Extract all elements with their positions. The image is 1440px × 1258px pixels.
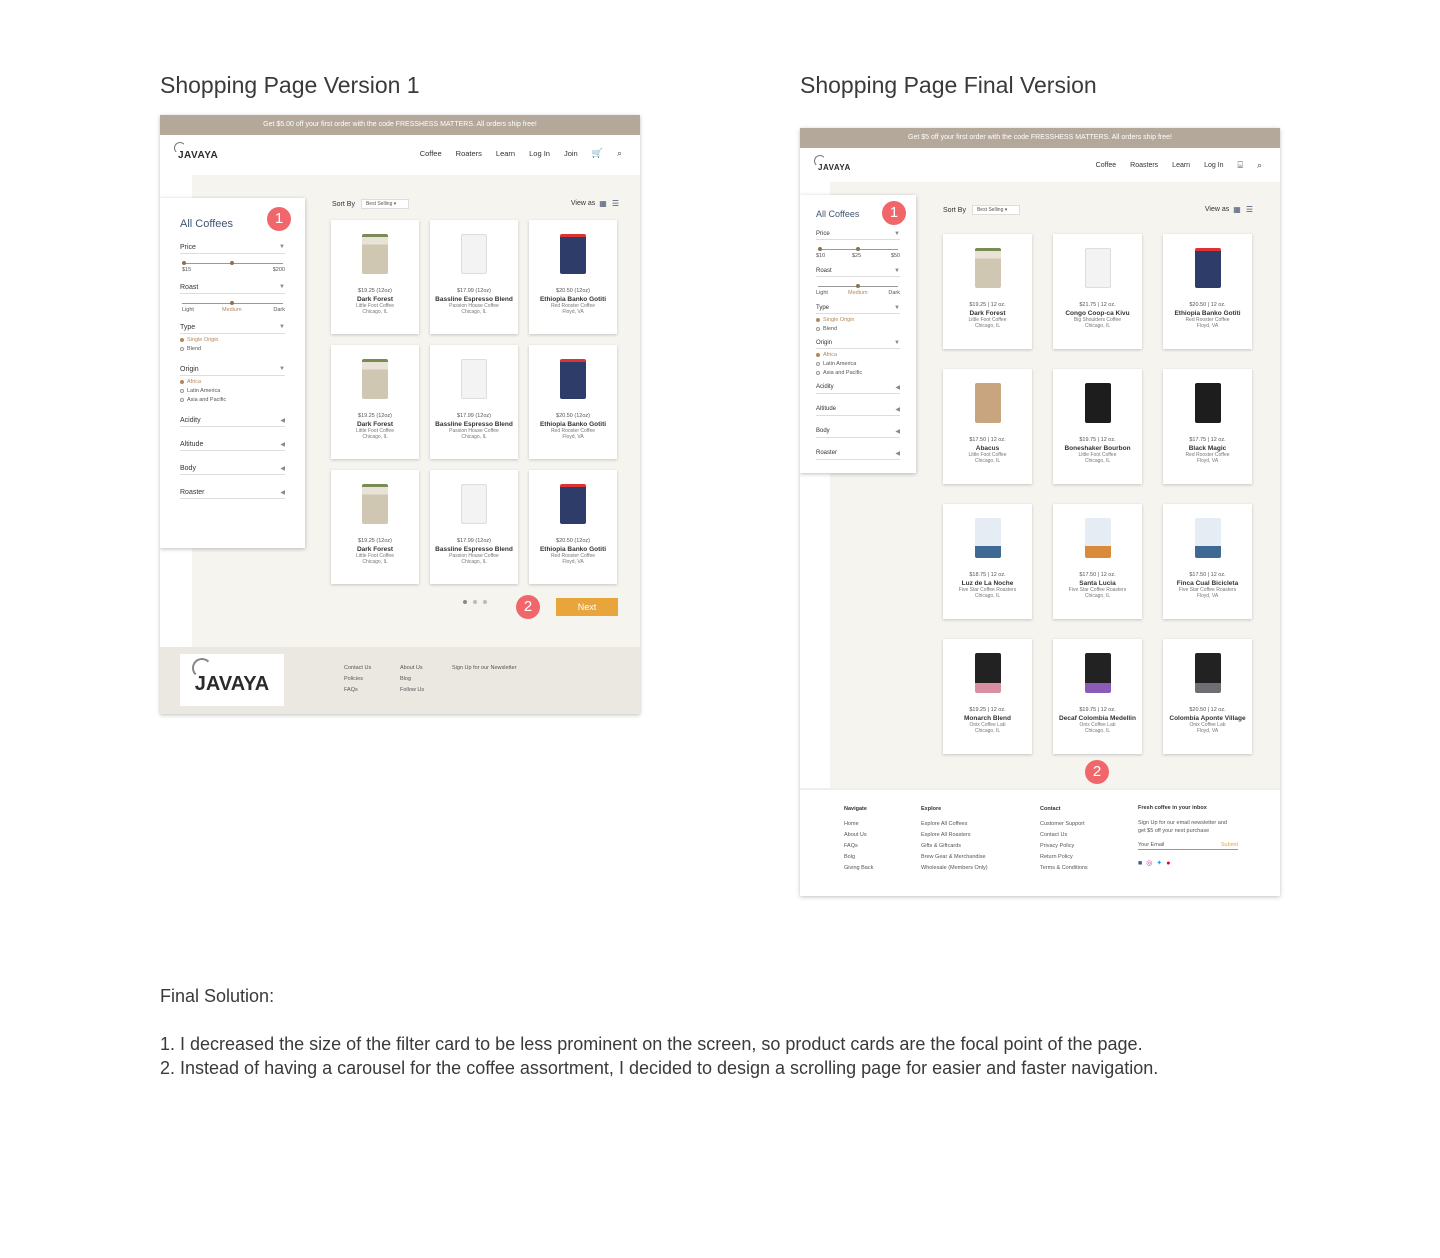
filter-body[interactable]: Body ◀ <box>816 428 900 438</box>
footer <box>800 788 1280 896</box>
footer-logo[interactable]: JAVAYA <box>180 654 284 706</box>
nav-coffee[interactable]: Coffee <box>1095 161 1117 169</box>
product-card[interactable] <box>1053 369 1142 484</box>
product-roaster: Onix Coffee Lab <box>1189 722 1226 728</box>
product-roaster: Little Foot Coffee <box>968 317 1007 323</box>
product-name[interactable]: Ethiopia Banko Gotiti <box>539 546 607 553</box>
product-price: $20.50 (12oz) <box>556 288 590 294</box>
product-name[interactable]: Santa Lucia <box>1079 580 1116 587</box>
footer-link[interactable]: Home <box>844 821 859 827</box>
roast-slider[interactable]: Light Medium Dark <box>180 300 285 314</box>
product-image[interactable] <box>975 653 1001 693</box>
nav-login[interactable]: Log In <box>529 148 550 158</box>
footer-link[interactable]: Giving Back <box>844 865 874 871</box>
nav-learn[interactable]: Learn <box>495 148 516 158</box>
product-card[interactable] <box>430 470 518 584</box>
product-city: Floyd, VA <box>562 559 584 565</box>
product-name[interactable]: Boneshaker Bourbon <box>1064 445 1131 452</box>
top-nav <box>160 135 640 171</box>
filter-price[interactable]: Price ▼ <box>180 244 285 254</box>
chevron-left-icon: ◀ <box>280 442 285 448</box>
product-city: Floyd, VA <box>1196 593 1219 599</box>
product-name[interactable]: Bassline Espresso Blend <box>435 546 513 553</box>
email-input[interactable]: Your Email Submit <box>1138 842 1238 848</box>
product-roaster: Red Rooster Coffee <box>1185 317 1230 323</box>
footer-link[interactable]: FAQs <box>844 843 858 849</box>
social-links <box>1138 860 1238 868</box>
carousel-dots[interactable] <box>463 600 487 604</box>
footer-link[interactable]: Privacy Policy <box>1040 843 1075 849</box>
product-price: $17.99 (12oz) <box>457 288 491 294</box>
origin-asia-pacific[interactable]: Asia and Pacific <box>816 370 900 376</box>
footer-link[interactable]: Follow Us <box>400 687 425 693</box>
chevron-down-icon: ▼ <box>279 244 285 250</box>
footer-link[interactable]: Brew Gear & Merchandise <box>921 854 986 860</box>
product-image[interactable] <box>1085 248 1111 288</box>
product-image[interactable] <box>975 518 1001 558</box>
origin-asia-pacific[interactable]: Asia and Pacific <box>180 397 285 403</box>
origin-latin-america[interactable]: Latin America <box>180 388 285 394</box>
next-button[interactable]: Next <box>556 598 618 616</box>
footer-explore: Explore Explore All Coffees Explore All Roasters Gifts & Giftcards Brew Gear & Merchandise Wholesale (Members Only) <box>921 804 988 874</box>
product-price: $17.50 | 12 oz. <box>1079 572 1116 578</box>
product-card[interactable] <box>529 220 617 334</box>
product-name[interactable]: Dark Forest <box>356 421 394 428</box>
origin-africa[interactable]: Africa <box>180 379 285 385</box>
chevron-left-icon: ◀ <box>895 451 900 457</box>
facebook-icon[interactable]: ■ <box>1138 860 1143 867</box>
product-image[interactable] <box>1085 383 1111 423</box>
product-card[interactable] <box>943 639 1032 754</box>
product-card[interactable] <box>430 345 518 459</box>
logo-swirl-icon <box>192 658 212 678</box>
product-image[interactable] <box>461 484 487 524</box>
type-blend[interactable]: Blend <box>816 326 900 332</box>
product-image[interactable] <box>362 234 388 274</box>
chevron-down-icon: ▼ <box>894 231 900 237</box>
product-card[interactable] <box>1163 504 1252 619</box>
footer-link[interactable]: About Us <box>844 832 867 838</box>
sort-select[interactable]: Best Selling ▾ <box>972 205 1020 215</box>
annotation-badge-1: 1 <box>267 207 291 231</box>
origin-latin-america[interactable]: Latin America <box>816 361 900 367</box>
filter-roast[interactable]: Roast ▼ <box>816 268 900 277</box>
product-name[interactable]: Ethiopia Banko Gotiti <box>539 296 607 303</box>
annotation-badge-2: 2 <box>1085 760 1109 784</box>
nav-learn[interactable]: Learn <box>1172 161 1191 169</box>
nav-join[interactable]: Join <box>563 148 578 158</box>
product-name[interactable]: Decaf Colombia Medellin <box>1059 715 1136 722</box>
product-price: $21.75 | 12 oz. <box>1079 302 1116 308</box>
product-card[interactable] <box>1163 639 1252 754</box>
filter-roast[interactable]: Roast ▼ <box>180 284 285 294</box>
product-image[interactable] <box>1085 653 1111 693</box>
product-roaster: Passion House Coffee <box>449 303 499 309</box>
nav-roasters[interactable]: Roasters <box>1130 161 1159 169</box>
top-nav <box>800 148 1280 182</box>
product-image[interactable] <box>1195 518 1221 558</box>
chevron-down-icon: ▼ <box>894 340 900 346</box>
final-solution-point-2: 2. Instead of having a carousel for the coffee assortment, I decided to design a scrolling page for easier and faster navigation. <box>160 1058 1159 1078</box>
product-card[interactable] <box>1053 234 1142 349</box>
product-roaster: Passion House Coffee <box>449 428 499 434</box>
type-single-origin[interactable]: Single Origin <box>816 317 900 323</box>
annotation-badge-2: 2 <box>516 595 540 619</box>
logo[interactable]: JAVAYA <box>818 159 851 172</box>
product-city: Floyd, VA <box>562 309 584 315</box>
product-price: $18.75 | 12 oz. <box>969 572 1006 578</box>
origin-africa[interactable]: Africa <box>816 352 900 358</box>
product-city: Chicago, IL <box>461 309 487 315</box>
filter-altitude[interactable]: Altitude ◀ <box>816 406 900 416</box>
product-card[interactable] <box>1163 234 1252 349</box>
product-roaster: Little Foot Coffee <box>968 452 1007 458</box>
filter-origin[interactable]: Origin ▼ <box>816 340 900 349</box>
product-roaster: Little Foot Coffee <box>356 428 394 434</box>
roast-slider[interactable]: Light Medium Dark <box>816 283 900 297</box>
instagram-icon[interactable]: ◎ <box>1146 860 1153 867</box>
price-slider[interactable]: $10 $25 $50 <box>816 246 900 260</box>
mockup-version-1 <box>160 115 640 714</box>
nav-login[interactable]: Log In <box>1204 161 1224 169</box>
filter-altitude[interactable]: Altitude ◀ <box>180 441 285 451</box>
footer-link[interactable]: Contact Us <box>344 665 372 671</box>
heading-final-version: Shopping Page Final Version <box>800 72 1097 98</box>
footer-link[interactable]: Customer Support <box>1040 821 1085 827</box>
footer-newsletter: Fresh coffee in your inbox Sign Up for our email newsletter and get $5 off your next purchase Your Email Submit ■ ◎ ✦ ● <box>1138 805 1238 867</box>
grid-view-icon[interactable]: ▦ <box>1233 205 1242 214</box>
product-city: Chicago, IL <box>362 434 388 440</box>
sort-label: Sort By <box>943 206 966 214</box>
product-card[interactable] <box>529 470 617 584</box>
footer-link[interactable]: Wholesale (Members Only) <box>921 865 988 871</box>
search-icon[interactable]: ⌕ <box>1256 159 1262 170</box>
product-image[interactable] <box>1085 518 1111 558</box>
sort-bar <box>332 199 409 209</box>
product-image[interactable] <box>1195 383 1221 423</box>
filter-acidity[interactable]: Acidity ◀ <box>180 417 285 427</box>
footer <box>160 647 640 714</box>
search-icon[interactable]: ⌕ <box>616 147 622 158</box>
product-price: $20.50 | 12 oz. <box>1189 707 1226 713</box>
product-city: Floyd, VA <box>1196 323 1219 329</box>
product-price: $19.75 | 12 oz. <box>1079 437 1116 443</box>
product-price: $19.75 | 12 oz. <box>1079 707 1116 713</box>
product-city: Chicago, IL <box>974 593 1001 599</box>
product-name[interactable]: Finca Cual Bicicleta <box>1176 580 1239 587</box>
chevron-left-icon: ◀ <box>280 418 285 424</box>
filter-origin[interactable]: Origin ▼ <box>180 366 285 376</box>
product-city: Chicago, IL <box>974 458 1001 464</box>
product-card[interactable] <box>1053 504 1142 619</box>
product-roaster: Passion House Coffee <box>449 553 499 559</box>
view-as: View as ▦ ☰ <box>1204 205 1254 214</box>
product-city: Chicago, IL <box>1084 323 1111 329</box>
product-card[interactable] <box>331 220 419 334</box>
product-image[interactable] <box>560 234 586 274</box>
logo-swirl-icon <box>174 142 186 154</box>
product-roaster: Little Foot Coffee <box>356 303 394 309</box>
footer-link[interactable]: Gifts & Giftcards <box>921 843 962 849</box>
product-city: Floyd, VA <box>562 434 584 440</box>
annotation-badge-1: 1 <box>882 201 906 225</box>
product-name[interactable]: Dark Forest <box>356 546 394 553</box>
product-card[interactable] <box>331 345 419 459</box>
product-image[interactable] <box>362 359 388 399</box>
product-card[interactable] <box>943 504 1032 619</box>
footer-link[interactable]: About Us <box>400 665 423 671</box>
product-roaster: Little Foot Coffee <box>356 553 394 559</box>
sort-bar <box>943 205 1020 215</box>
filter-title: All Coffees <box>816 209 860 219</box>
product-price: $17.50 | 12 oz. <box>1189 572 1226 578</box>
product-name[interactable]: Luz de La Noche <box>961 580 1014 587</box>
grid-view-icon[interactable]: ▦ <box>599 199 608 208</box>
product-price: $20.50 | 12 oz. <box>1189 302 1226 308</box>
type-single-origin[interactable]: Single Origin <box>180 337 285 343</box>
product-roaster: Red Rooster Coffee <box>1185 452 1230 458</box>
product-roaster: Five Star Coffee Roasters <box>1178 587 1237 593</box>
sort-select[interactable]: Best Selling ▾ <box>361 199 409 209</box>
product-roaster: Five Star Coffee Roasters <box>958 587 1017 593</box>
product-price: $20.50 (12oz) <box>556 413 590 419</box>
nav-coffee[interactable]: Coffee <box>419 148 442 158</box>
product-name[interactable]: Abacus <box>975 445 1000 452</box>
price-slider[interactable]: $15 $200 <box>180 260 285 274</box>
chevron-left-icon: ◀ <box>280 490 285 496</box>
product-card[interactable] <box>1163 369 1252 484</box>
product-roaster: Red Rooster Coffee <box>550 428 596 434</box>
product-city: Floyd, VA <box>1196 728 1219 734</box>
final-solution-point-1: 1. I decreased the size of the filter card to be less prominent on the screen, so product cards are the focal point of the page. <box>160 1034 1143 1054</box>
product-price: $19.25 (12oz) <box>358 288 392 294</box>
product-image[interactable] <box>975 383 1001 423</box>
filter-card <box>800 195 916 473</box>
footer-link[interactable]: Explore All Roasters <box>921 832 971 838</box>
filter-body[interactable]: Body ◀ <box>180 465 285 475</box>
product-roaster: Onix Coffee Lab <box>1079 722 1116 728</box>
footer-contact: Contact Customer Support Contact Us Privacy Policy Return Policy Terms & Conditions <box>1040 804 1088 874</box>
product-city: Chicago, IL <box>1084 458 1111 464</box>
product-card[interactable] <box>529 345 617 459</box>
cart-icon[interactable]: 🛒 <box>591 147 603 158</box>
product-city: Chicago, IL <box>974 728 1001 734</box>
filter-title: All Coffees <box>180 218 233 230</box>
footer-link[interactable]: Contact Us <box>1040 832 1068 838</box>
chevron-left-icon: ◀ <box>895 429 900 435</box>
pinterest-icon[interactable]: ● <box>1166 860 1171 867</box>
product-name[interactable]: Bassline Espresso Blend <box>435 421 513 428</box>
product-city: Chicago, IL <box>1084 593 1111 599</box>
product-name[interactable]: Bassline Espresso Blend <box>435 296 513 303</box>
product-name[interactable]: Colombia Aponte Village <box>1169 715 1246 722</box>
sort-label: Sort By <box>332 200 355 208</box>
list-view-icon[interactable]: ☰ <box>1245 205 1254 214</box>
product-name[interactable]: Dark Forest <box>969 310 1006 317</box>
product-price: $19.25 (12oz) <box>358 413 392 419</box>
final-solution-title: Final Solution: <box>160 986 275 1006</box>
promo-banner: Get $5 off your first order with the code FRESSHESS MATTERS. All orders ship free! <box>800 128 1280 148</box>
product-image[interactable] <box>461 234 487 274</box>
chevron-left-icon: ◀ <box>895 385 900 391</box>
chevron-left-icon: ◀ <box>280 466 285 472</box>
mockup-final-version <box>800 128 1280 896</box>
product-price: $19.25 | 12 oz. <box>969 302 1006 308</box>
chevron-down-icon: ▼ <box>894 305 900 311</box>
product-city: Chicago, IL <box>461 559 487 565</box>
footer-col-2 <box>400 663 424 696</box>
product-city: Chicago, IL <box>362 309 388 315</box>
cart-icon[interactable]: ⌸ <box>1237 159 1243 170</box>
product-name[interactable]: Black Magic <box>1188 445 1227 452</box>
product-card[interactable] <box>1053 639 1142 754</box>
product-price: $20.50 (12oz) <box>556 538 590 544</box>
product-roaster: Red Rooster Coffee <box>550 553 596 559</box>
filter-type[interactable]: Type ▼ <box>180 324 285 334</box>
list-view-icon[interactable]: ☰ <box>611 199 620 208</box>
footer-link[interactable]: Bolg <box>844 854 856 860</box>
product-name[interactable]: Monarch Blend <box>964 715 1011 722</box>
product-price: $19.25 | 12 oz. <box>969 707 1006 713</box>
product-image[interactable] <box>1195 653 1221 693</box>
product-price: $19.25 (12oz) <box>358 538 392 544</box>
product-card[interactable] <box>943 234 1032 349</box>
nav-roasters[interactable]: Roaters <box>455 148 482 158</box>
product-image[interactable] <box>975 248 1001 288</box>
product-image[interactable] <box>461 359 487 399</box>
product-card[interactable] <box>943 369 1032 484</box>
filter-card <box>160 198 305 548</box>
twitter-icon[interactable]: ✦ <box>1156 860 1163 867</box>
newsletter-link[interactable]: Sign Up for our Newsletter <box>452 665 517 671</box>
product-name[interactable]: Ethiopia Banko Gotiti <box>539 421 607 428</box>
product-price: $17.99 (12oz) <box>457 538 491 544</box>
product-city: Chicago, IL <box>974 323 1001 329</box>
chevron-down-icon: ▼ <box>279 284 285 290</box>
product-city: Chicago, IL <box>1084 728 1111 734</box>
filter-type[interactable]: Type ▼ <box>816 305 900 314</box>
product-card[interactable] <box>331 470 419 584</box>
footer-link[interactable]: Terms & Conditions <box>1040 865 1088 871</box>
product-image[interactable] <box>1195 248 1221 288</box>
product-roaster: Red Rooster Coffee <box>550 303 596 309</box>
chevron-down-icon: ▼ <box>279 324 285 330</box>
product-roaster: Big Shoulders Coffee <box>1073 317 1122 323</box>
product-name[interactable]: Dark Forest <box>356 296 394 303</box>
footer-link[interactable]: Policies <box>344 676 363 682</box>
footer-col-3 <box>452 663 517 674</box>
product-roaster: Five Star Coffee Roasters <box>1068 587 1127 593</box>
promo-banner: Get $5.00 off your first order with the code FRESSHESS MATTERS. All orders ship free! <box>160 115 640 135</box>
chevron-down-icon: ▼ <box>894 268 900 274</box>
product-city: Chicago, IL <box>461 434 487 440</box>
product-card[interactable] <box>430 220 518 334</box>
filter-price[interactable]: Price ▼ <box>816 231 900 240</box>
chevron-left-icon: ◀ <box>895 407 900 413</box>
product-roaster: Little Foot Coffee <box>1078 452 1117 458</box>
heading-version-1: Shopping Page Version 1 <box>160 72 420 98</box>
filter-acidity[interactable]: Acidity ◀ <box>816 384 900 394</box>
logo[interactable]: JAVAYA <box>178 146 218 161</box>
product-image[interactable] <box>362 484 388 524</box>
footer-link[interactable]: FAQs <box>344 687 358 693</box>
footer-col-1 <box>344 663 371 696</box>
product-roaster: Onix Coffee Lab <box>969 722 1006 728</box>
logo-swirl-icon <box>814 155 826 167</box>
product-city: Chicago, IL <box>362 559 388 565</box>
product-name[interactable]: Ethiopia Banko Gotiti <box>1174 310 1241 317</box>
product-price: $17.99 (12oz) <box>457 413 491 419</box>
view-as: View as ▦ ☰ <box>570 199 620 208</box>
footer-link[interactable]: Blog <box>400 676 412 682</box>
footer-navigate: Navigate Home About Us FAQs Bolg Giving Back <box>844 804 873 874</box>
submit-button[interactable]: Submit <box>1220 842 1238 848</box>
filter-roaster[interactable]: Roaster ◀ <box>180 489 285 499</box>
filter-roaster[interactable]: Roaster ◀ <box>816 450 900 460</box>
product-city: Floyd, VA <box>1196 458 1219 464</box>
product-price: $17.75 | 12 oz. <box>1189 437 1226 443</box>
product-name[interactable]: Congo Coop-ca Kivu <box>1065 310 1130 317</box>
product-image[interactable] <box>560 484 586 524</box>
footer-link[interactable]: Explore All Coffees <box>921 821 968 827</box>
chevron-down-icon: ▼ <box>279 366 285 372</box>
type-blend[interactable]: Blend <box>180 346 285 352</box>
final-solution <box>160 984 1158 1080</box>
product-image[interactable] <box>560 359 586 399</box>
product-price: $17.50 | 12 oz. <box>969 437 1006 443</box>
footer-link[interactable]: Return Policy <box>1040 854 1073 860</box>
